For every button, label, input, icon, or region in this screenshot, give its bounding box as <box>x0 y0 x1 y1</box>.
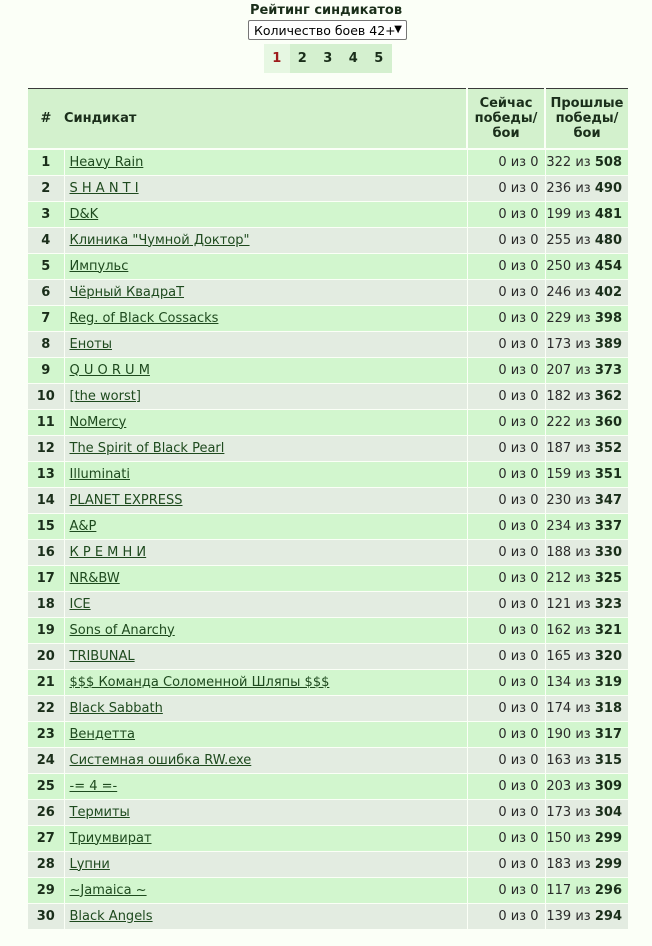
row-current: 0 из 0 <box>467 695 545 721</box>
row-current: 0 из 0 <box>467 253 545 279</box>
row-current: 0 из 0 <box>467 799 545 825</box>
row-past <box>545 617 628 643</box>
past-fights: 330 <box>594 544 622 560</box>
row-syndicate-cell <box>64 695 467 721</box>
past-fights: 304 <box>594 804 622 820</box>
syndicate-link[interactable]: К Р Е М Н И <box>69 544 147 560</box>
syndicate-rating-table <box>28 88 628 930</box>
past-wins: 139 <box>546 908 572 924</box>
table-row <box>28 747 628 773</box>
row-current: 0 из 0 <box>467 201 545 227</box>
syndicate-link[interactable]: A&P <box>69 518 97 534</box>
past-fights: 299 <box>594 856 622 872</box>
row-syndicate-cell <box>64 721 467 747</box>
row-current: 0 из 0 <box>467 435 545 461</box>
row-past <box>545 565 628 591</box>
syndicate-link[interactable]: ICE <box>69 596 91 612</box>
past-of-word: из <box>575 596 591 612</box>
row-rank: 30 <box>28 903 64 929</box>
syndicate-link[interactable]: Lупни <box>69 856 110 872</box>
row-past <box>545 799 628 825</box>
past-of-word: из <box>575 466 591 482</box>
row-rank: 5 <box>28 253 64 279</box>
syndicate-link[interactable]: Illuminati <box>69 466 130 482</box>
row-syndicate-cell <box>64 513 467 539</box>
past-wins: 117 <box>546 882 572 898</box>
row-current: 0 из 0 <box>467 487 545 513</box>
past-of-word: из <box>575 440 591 456</box>
row-current: 0 из 0 <box>467 643 545 669</box>
row-syndicate-cell <box>64 149 467 175</box>
past-of-word: из <box>575 804 591 820</box>
row-past <box>545 357 628 383</box>
row-rank: 4 <box>28 227 64 253</box>
past-of-word: из <box>575 518 591 534</box>
table-row <box>28 383 628 409</box>
row-rank: 21 <box>28 669 64 695</box>
row-syndicate-cell <box>64 253 467 279</box>
past-of-word: из <box>575 622 591 638</box>
row-syndicate-cell <box>64 331 467 357</box>
page-title: Рейтинг синдикатов <box>249 3 403 18</box>
past-wins: 199 <box>546 206 572 222</box>
table-row <box>28 513 628 539</box>
row-syndicate-cell <box>64 851 467 877</box>
table-row <box>28 305 628 331</box>
past-of-word: из <box>575 700 591 716</box>
row-past <box>545 851 628 877</box>
past-of-word: из <box>575 648 591 664</box>
syndicate-link[interactable]: Heavy Rain <box>69 154 144 170</box>
row-past <box>545 461 628 487</box>
past-wins: 121 <box>546 596 572 612</box>
past-fights: 296 <box>594 882 622 898</box>
table-row <box>28 695 628 721</box>
row-current: 0 из 0 <box>467 591 545 617</box>
past-wins: 183 <box>546 856 572 872</box>
pagination <box>264 44 392 73</box>
syndicate-link[interactable]: TRIBUNAL <box>69 648 135 664</box>
table-row <box>28 799 628 825</box>
row-rank: 11 <box>28 409 64 435</box>
past-of-word: из <box>575 362 591 378</box>
row-syndicate-cell <box>64 305 467 331</box>
row-past <box>545 409 628 435</box>
syndicate-link[interactable]: Black Sabbath <box>69 700 163 716</box>
past-wins: 190 <box>546 726 572 742</box>
row-rank: 3 <box>28 201 64 227</box>
past-of-word: из <box>575 492 591 508</box>
past-of-word: из <box>575 284 591 300</box>
past-fights: 321 <box>594 622 622 638</box>
syndicate-link[interactable]: Клиника "Чумной Доктор" <box>69 232 250 248</box>
row-rank: 10 <box>28 383 64 409</box>
header-syndicate: Синдикат <box>64 89 467 150</box>
row-past <box>545 877 628 903</box>
table-row <box>28 851 628 877</box>
table-row <box>28 669 628 695</box>
table-row <box>28 253 628 279</box>
row-past <box>545 201 628 227</box>
row-rank: 29 <box>28 877 64 903</box>
row-current: 0 из 0 <box>467 721 545 747</box>
row-syndicate-cell <box>64 201 467 227</box>
row-rank: 6 <box>28 279 64 305</box>
past-fights: 362 <box>594 388 622 404</box>
battle-count-select[interactable] <box>248 20 407 40</box>
past-of-word: из <box>575 752 591 768</box>
past-fights: 323 <box>594 596 622 612</box>
row-past <box>545 435 628 461</box>
past-wins: 203 <box>546 778 572 794</box>
past-of-word: из <box>575 310 591 326</box>
row-current: 0 из 0 <box>467 877 545 903</box>
row-past <box>545 487 628 513</box>
table-row <box>28 227 628 253</box>
row-current: 0 из 0 <box>467 409 545 435</box>
row-syndicate-cell <box>64 409 467 435</box>
row-current: 0 из 0 <box>467 825 545 851</box>
row-rank: 28 <box>28 851 64 877</box>
row-syndicate-cell <box>64 357 467 383</box>
syndicate-link[interactable]: PLANET EXPRESS <box>69 492 183 508</box>
row-syndicate-cell <box>64 747 467 773</box>
row-rank: 14 <box>28 487 64 513</box>
table-row <box>28 877 628 903</box>
chevron-down-icon: ▼ <box>394 24 402 35</box>
row-syndicate-cell <box>64 279 467 305</box>
past-of-word: из <box>575 882 591 898</box>
row-current: 0 из 0 <box>467 357 545 383</box>
past-fights: 318 <box>594 700 622 716</box>
past-wins: 163 <box>546 752 572 768</box>
row-rank: 17 <box>28 565 64 591</box>
past-wins: 182 <box>546 388 572 404</box>
row-past <box>545 721 628 747</box>
past-fights: 480 <box>594 232 622 248</box>
row-syndicate-cell <box>64 461 467 487</box>
row-past <box>545 253 628 279</box>
row-past <box>545 695 628 721</box>
past-wins: 322 <box>546 154 572 170</box>
syndicate-link[interactable]: Q U O R U M <box>69 362 150 378</box>
past-of-word: из <box>575 180 591 196</box>
syndicate-link[interactable]: ~Jamaica ~ <box>69 882 147 898</box>
table-row <box>28 721 628 747</box>
past-fights: 347 <box>594 492 622 508</box>
page-link-3[interactable]: 3 <box>315 44 341 73</box>
row-syndicate-cell <box>64 669 467 695</box>
past-fights: 319 <box>594 674 622 690</box>
row-past <box>545 591 628 617</box>
syndicate-link[interactable]: -= 4 =- <box>69 778 118 794</box>
row-rank: 27 <box>28 825 64 851</box>
past-fights: 360 <box>594 414 622 430</box>
past-fights: 309 <box>594 778 622 794</box>
table-row <box>28 539 628 565</box>
row-rank: 25 <box>28 773 64 799</box>
past-of-word: из <box>575 674 591 690</box>
row-syndicate-cell <box>64 539 467 565</box>
syndicate-link[interactable]: D&K <box>69 206 99 222</box>
row-syndicate-cell <box>64 175 467 201</box>
past-fights: 320 <box>594 648 622 664</box>
past-wins: 222 <box>546 414 572 430</box>
syndicate-link[interactable]: Вендетта <box>69 726 136 742</box>
syndicate-link[interactable]: Reg. of Black Cossacks <box>69 310 219 326</box>
row-rank: 7 <box>28 305 64 331</box>
table-row <box>28 487 628 513</box>
row-rank: 16 <box>28 539 64 565</box>
row-rank: 20 <box>28 643 64 669</box>
row-past <box>545 539 628 565</box>
row-syndicate-cell <box>64 617 467 643</box>
row-syndicate-cell <box>64 903 467 929</box>
row-current: 0 из 0 <box>467 331 545 357</box>
syndicate-link[interactable]: $$$ Команда Соломенной Шляпы $$$ <box>69 674 330 690</box>
row-current: 0 из 0 <box>467 539 545 565</box>
row-past <box>545 773 628 799</box>
past-fights: 402 <box>594 284 622 300</box>
table-row <box>28 591 628 617</box>
row-syndicate-cell <box>64 773 467 799</box>
table-row <box>28 617 628 643</box>
past-wins: 134 <box>546 674 572 690</box>
past-fights: 294 <box>594 908 622 924</box>
table-header-row <box>28 89 628 150</box>
row-rank: 2 <box>28 175 64 201</box>
past-wins: 150 <box>546 830 572 846</box>
past-of-word: из <box>575 388 591 404</box>
past-wins: 255 <box>546 232 572 248</box>
row-past <box>545 149 628 175</box>
past-wins: 165 <box>546 648 572 664</box>
syndicate-link[interactable]: Триумвират <box>69 830 152 846</box>
row-current: 0 из 0 <box>467 669 545 695</box>
row-syndicate-cell <box>64 877 467 903</box>
row-rank: 15 <box>28 513 64 539</box>
past-wins: 250 <box>546 258 572 274</box>
syndicate-link[interactable]: Системная ошибка RW.exe <box>69 752 252 768</box>
past-wins: 234 <box>546 518 572 534</box>
row-past <box>545 305 628 331</box>
past-of-word: из <box>575 778 591 794</box>
row-current: 0 из 0 <box>467 279 545 305</box>
row-past <box>545 383 628 409</box>
past-fights: 490 <box>594 180 622 196</box>
syndicate-link[interactable]: Термиты <box>69 804 130 820</box>
row-rank: 1 <box>28 149 64 175</box>
row-rank: 26 <box>28 799 64 825</box>
past-wins: 159 <box>546 466 572 482</box>
past-wins: 173 <box>546 804 572 820</box>
syndicate-link[interactable]: The Spirit of Black Pearl <box>69 440 225 456</box>
table-row <box>28 201 628 227</box>
row-current: 0 из 0 <box>467 903 545 929</box>
row-past <box>545 513 628 539</box>
table-row <box>28 773 628 799</box>
table-row <box>28 279 628 305</box>
row-past <box>545 331 628 357</box>
syndicate-link[interactable]: Black Angels <box>69 908 153 924</box>
row-past <box>545 227 628 253</box>
row-syndicate-cell <box>64 227 467 253</box>
syndicate-link[interactable]: NoMercy <box>69 414 127 430</box>
row-syndicate-cell <box>64 591 467 617</box>
row-rank: 19 <box>28 617 64 643</box>
past-fights: 352 <box>594 440 622 456</box>
past-fights: 337 <box>594 518 622 534</box>
row-rank: 12 <box>28 435 64 461</box>
past-of-word: из <box>575 414 591 430</box>
past-of-word: из <box>575 232 591 248</box>
row-current: 0 из 0 <box>467 227 545 253</box>
header-current-line-2: победы/ <box>474 111 538 126</box>
table-body <box>28 149 628 929</box>
row-syndicate-cell <box>64 565 467 591</box>
past-of-word: из <box>575 258 591 274</box>
row-current: 0 из 0 <box>467 773 545 799</box>
row-current: 0 из 0 <box>467 565 545 591</box>
header-current <box>467 89 545 150</box>
table-row <box>28 643 628 669</box>
row-past <box>545 825 628 851</box>
past-of-word: из <box>575 726 591 742</box>
past-of-word: из <box>575 908 591 924</box>
header-past-line-3: бои <box>573 126 601 141</box>
row-current: 0 из 0 <box>467 851 545 877</box>
page-link-4[interactable]: 4 <box>341 44 367 73</box>
row-syndicate-cell <box>64 383 467 409</box>
syndicate-link[interactable]: Импульс <box>69 258 129 274</box>
syndicate-link[interactable]: [the worst] <box>69 388 141 404</box>
header-past <box>545 89 628 150</box>
past-wins: 207 <box>546 362 572 378</box>
row-current: 0 из 0 <box>467 149 545 175</box>
past-wins: 162 <box>546 622 572 638</box>
past-of-word: из <box>575 856 591 872</box>
header-past-line-1: Прошлые <box>550 96 624 111</box>
past-wins: 229 <box>546 310 572 326</box>
row-past <box>545 747 628 773</box>
battle-count-select-value: Количество боев 42+ <box>254 23 396 38</box>
past-fights: 325 <box>594 570 622 586</box>
syndicate-link[interactable]: Еноты <box>69 336 113 352</box>
past-fights: 317 <box>594 726 622 742</box>
row-rank: 18 <box>28 591 64 617</box>
past-wins: 246 <box>546 284 572 300</box>
table-row <box>28 565 628 591</box>
table-row <box>28 409 628 435</box>
table-row <box>28 903 628 929</box>
past-fights: 508 <box>594 154 622 170</box>
header-current-line-1: Сейчас <box>479 96 533 111</box>
past-of-word: из <box>575 830 591 846</box>
page-link-5[interactable]: 5 <box>366 44 392 73</box>
row-past <box>545 903 628 929</box>
row-rank: 9 <box>28 357 64 383</box>
syndicate-link[interactable]: Чёрный КвадраТ <box>69 284 185 300</box>
row-current: 0 из 0 <box>467 305 545 331</box>
row-current: 0 из 0 <box>467 461 545 487</box>
past-of-word: из <box>575 336 591 352</box>
past-wins: 212 <box>546 570 572 586</box>
past-fights: 398 <box>594 310 622 326</box>
page-link-2[interactable]: 2 <box>290 44 316 73</box>
row-past <box>545 279 628 305</box>
past-wins: 187 <box>546 440 572 456</box>
past-wins: 188 <box>546 544 572 560</box>
row-syndicate-cell <box>64 643 467 669</box>
past-wins: 230 <box>546 492 572 508</box>
past-fights: 481 <box>594 206 622 222</box>
table-row <box>28 461 628 487</box>
past-of-word: из <box>575 206 591 222</box>
past-of-word: из <box>575 570 591 586</box>
table-row <box>28 357 628 383</box>
past-fights: 299 <box>594 830 622 846</box>
past-wins: 236 <box>546 180 572 196</box>
table-row <box>28 175 628 201</box>
row-rank: 22 <box>28 695 64 721</box>
row-syndicate-cell <box>64 435 467 461</box>
row-current: 0 из 0 <box>467 617 545 643</box>
row-syndicate-cell <box>64 825 467 851</box>
past-of-word: из <box>575 154 591 170</box>
row-current: 0 из 0 <box>467 383 545 409</box>
past-fights: 351 <box>594 466 622 482</box>
row-rank: 23 <box>28 721 64 747</box>
row-current: 0 из 0 <box>467 747 545 773</box>
past-fights: 373 <box>594 362 622 378</box>
row-past <box>545 643 628 669</box>
past-of-word: из <box>575 544 591 560</box>
row-rank: 8 <box>28 331 64 357</box>
table-row <box>28 825 628 851</box>
row-rank: 24 <box>28 747 64 773</box>
row-syndicate-cell <box>64 799 467 825</box>
header-current-line-3: бои <box>492 126 520 141</box>
row-past <box>545 175 628 201</box>
table-row <box>28 435 628 461</box>
header-rank: # <box>28 89 64 150</box>
row-past <box>545 669 628 695</box>
past-fights: 315 <box>594 752 622 768</box>
past-fights: 454 <box>594 258 622 274</box>
table-row <box>28 149 628 175</box>
past-wins: 174 <box>546 700 572 716</box>
row-syndicate-cell <box>64 487 467 513</box>
row-rank: 13 <box>28 461 64 487</box>
table-row <box>28 331 628 357</box>
row-current: 0 из 0 <box>467 513 545 539</box>
syndicate-link[interactable]: NR&BW <box>69 570 120 586</box>
past-wins: 173 <box>546 336 572 352</box>
page-link-1[interactable]: 1 <box>264 44 290 73</box>
past-fights: 389 <box>594 336 622 352</box>
syndicate-link[interactable]: Sons of Anarchy <box>69 622 175 638</box>
header-past-line-2: победы/ <box>555 111 619 126</box>
row-current: 0 из 0 <box>467 175 545 201</box>
syndicate-link[interactable]: S H A N T I <box>69 180 139 196</box>
